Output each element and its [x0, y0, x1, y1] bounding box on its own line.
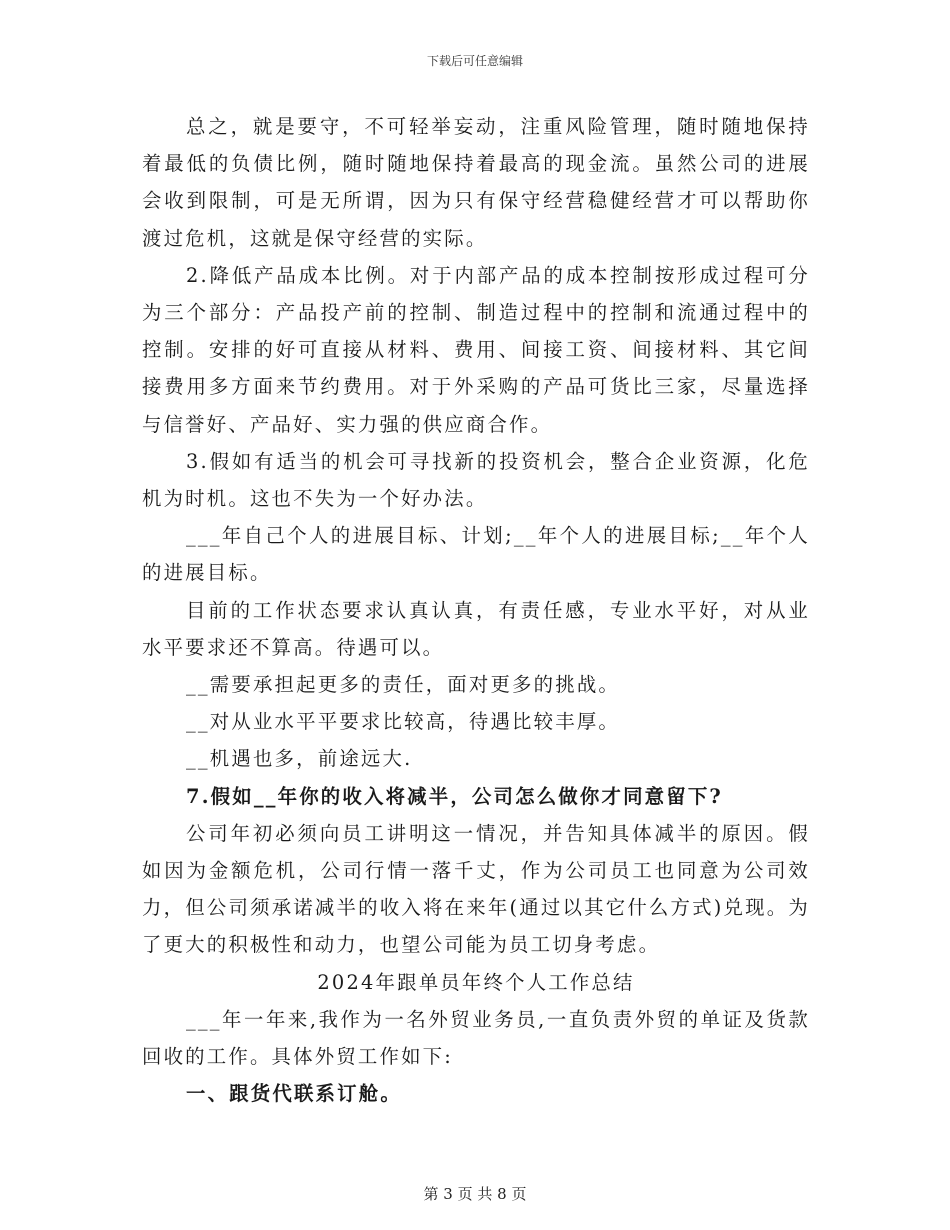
- paragraph-more-responsibility: __需要承担起更多的责任，面对更多的挑战。: [186, 673, 621, 697]
- section-title: 2024年跟单员年终个人工作总结: [317, 970, 635, 994]
- page-footer: 第 3 页 共 8 页: [423, 1185, 527, 1203]
- paragraph-year-overview: ___年一年来,我作为一名外贸业务员,一直负责外贸的单证及货款回收的工作。具体外贸工作如下:: [142, 1007, 810, 1069]
- paragraph-opportunities: __机遇也多，前途远大.: [186, 747, 413, 771]
- paragraph-higher-requirements: __对从业水平平要求比较高，待遇比较丰厚。: [186, 710, 621, 734]
- document-body: [142, 108, 810, 1112]
- paragraph-current-work-status: 目前的工作状态要求认真认真，有责任感，专业水平好，对从业水平要求还不算高。待遇可以。: [142, 598, 810, 659]
- paragraph-personal-goals: ___年自己个人的进展目标、计划;__年个人的进展目标;__年个人的进展目标。: [142, 524, 810, 585]
- paragraph-conservative-summary: 总之，就是要守，不可轻举妄动，注重风险管理，随时随地保持着最低的负债比例，随时随地保持着最高的现金流。虽然公司的进展会收到限制，可是无所谓，因为只有保守经营稳健经营才可以帮助你渡过危机，这就是保守经营的实际。: [142, 115, 810, 250]
- paragraph-company-answer: 公司年初必须向员工讲明这一情况，并告知具体减半的原因。假如因为金额危机，公司行情一落千丈，作为公司员工也同意为公司效力，但公司须承诺减半的收入将在来年(通过以其它什么方式)兑现。为了更大的积极性和动力，也望公司能为员工切身考虑。: [142, 821, 810, 957]
- subheading-booking: 一、跟货代联系订舱。: [186, 1082, 402, 1106]
- question-heading-income-halved: 7.假如__年你的收入将减半，公司怎么做你才同意留下?: [186, 784, 723, 808]
- paragraph-new-investment: 3.假如有适当的机会可寻找新的投资机会，整合企业资源，化危机为时机。这也不失为一个好办法。: [142, 449, 810, 511]
- page-header: 下载后可任意编辑: [426, 54, 523, 68]
- paragraph-reduce-cost: 2.降低产品成本比例。对于内部产品的成本控制按形成过程可分为三个部分：产品投产前的控制、制造过程中的控制和流通过程中的控制。安排的好可直接从材料、费用、间接工资、间接材料、其它间接费用多方面来节约费用。对于外采购的产品可货比三家，尽量选择与信誉好、产品好、实力强的供应商合作。: [142, 263, 810, 436]
